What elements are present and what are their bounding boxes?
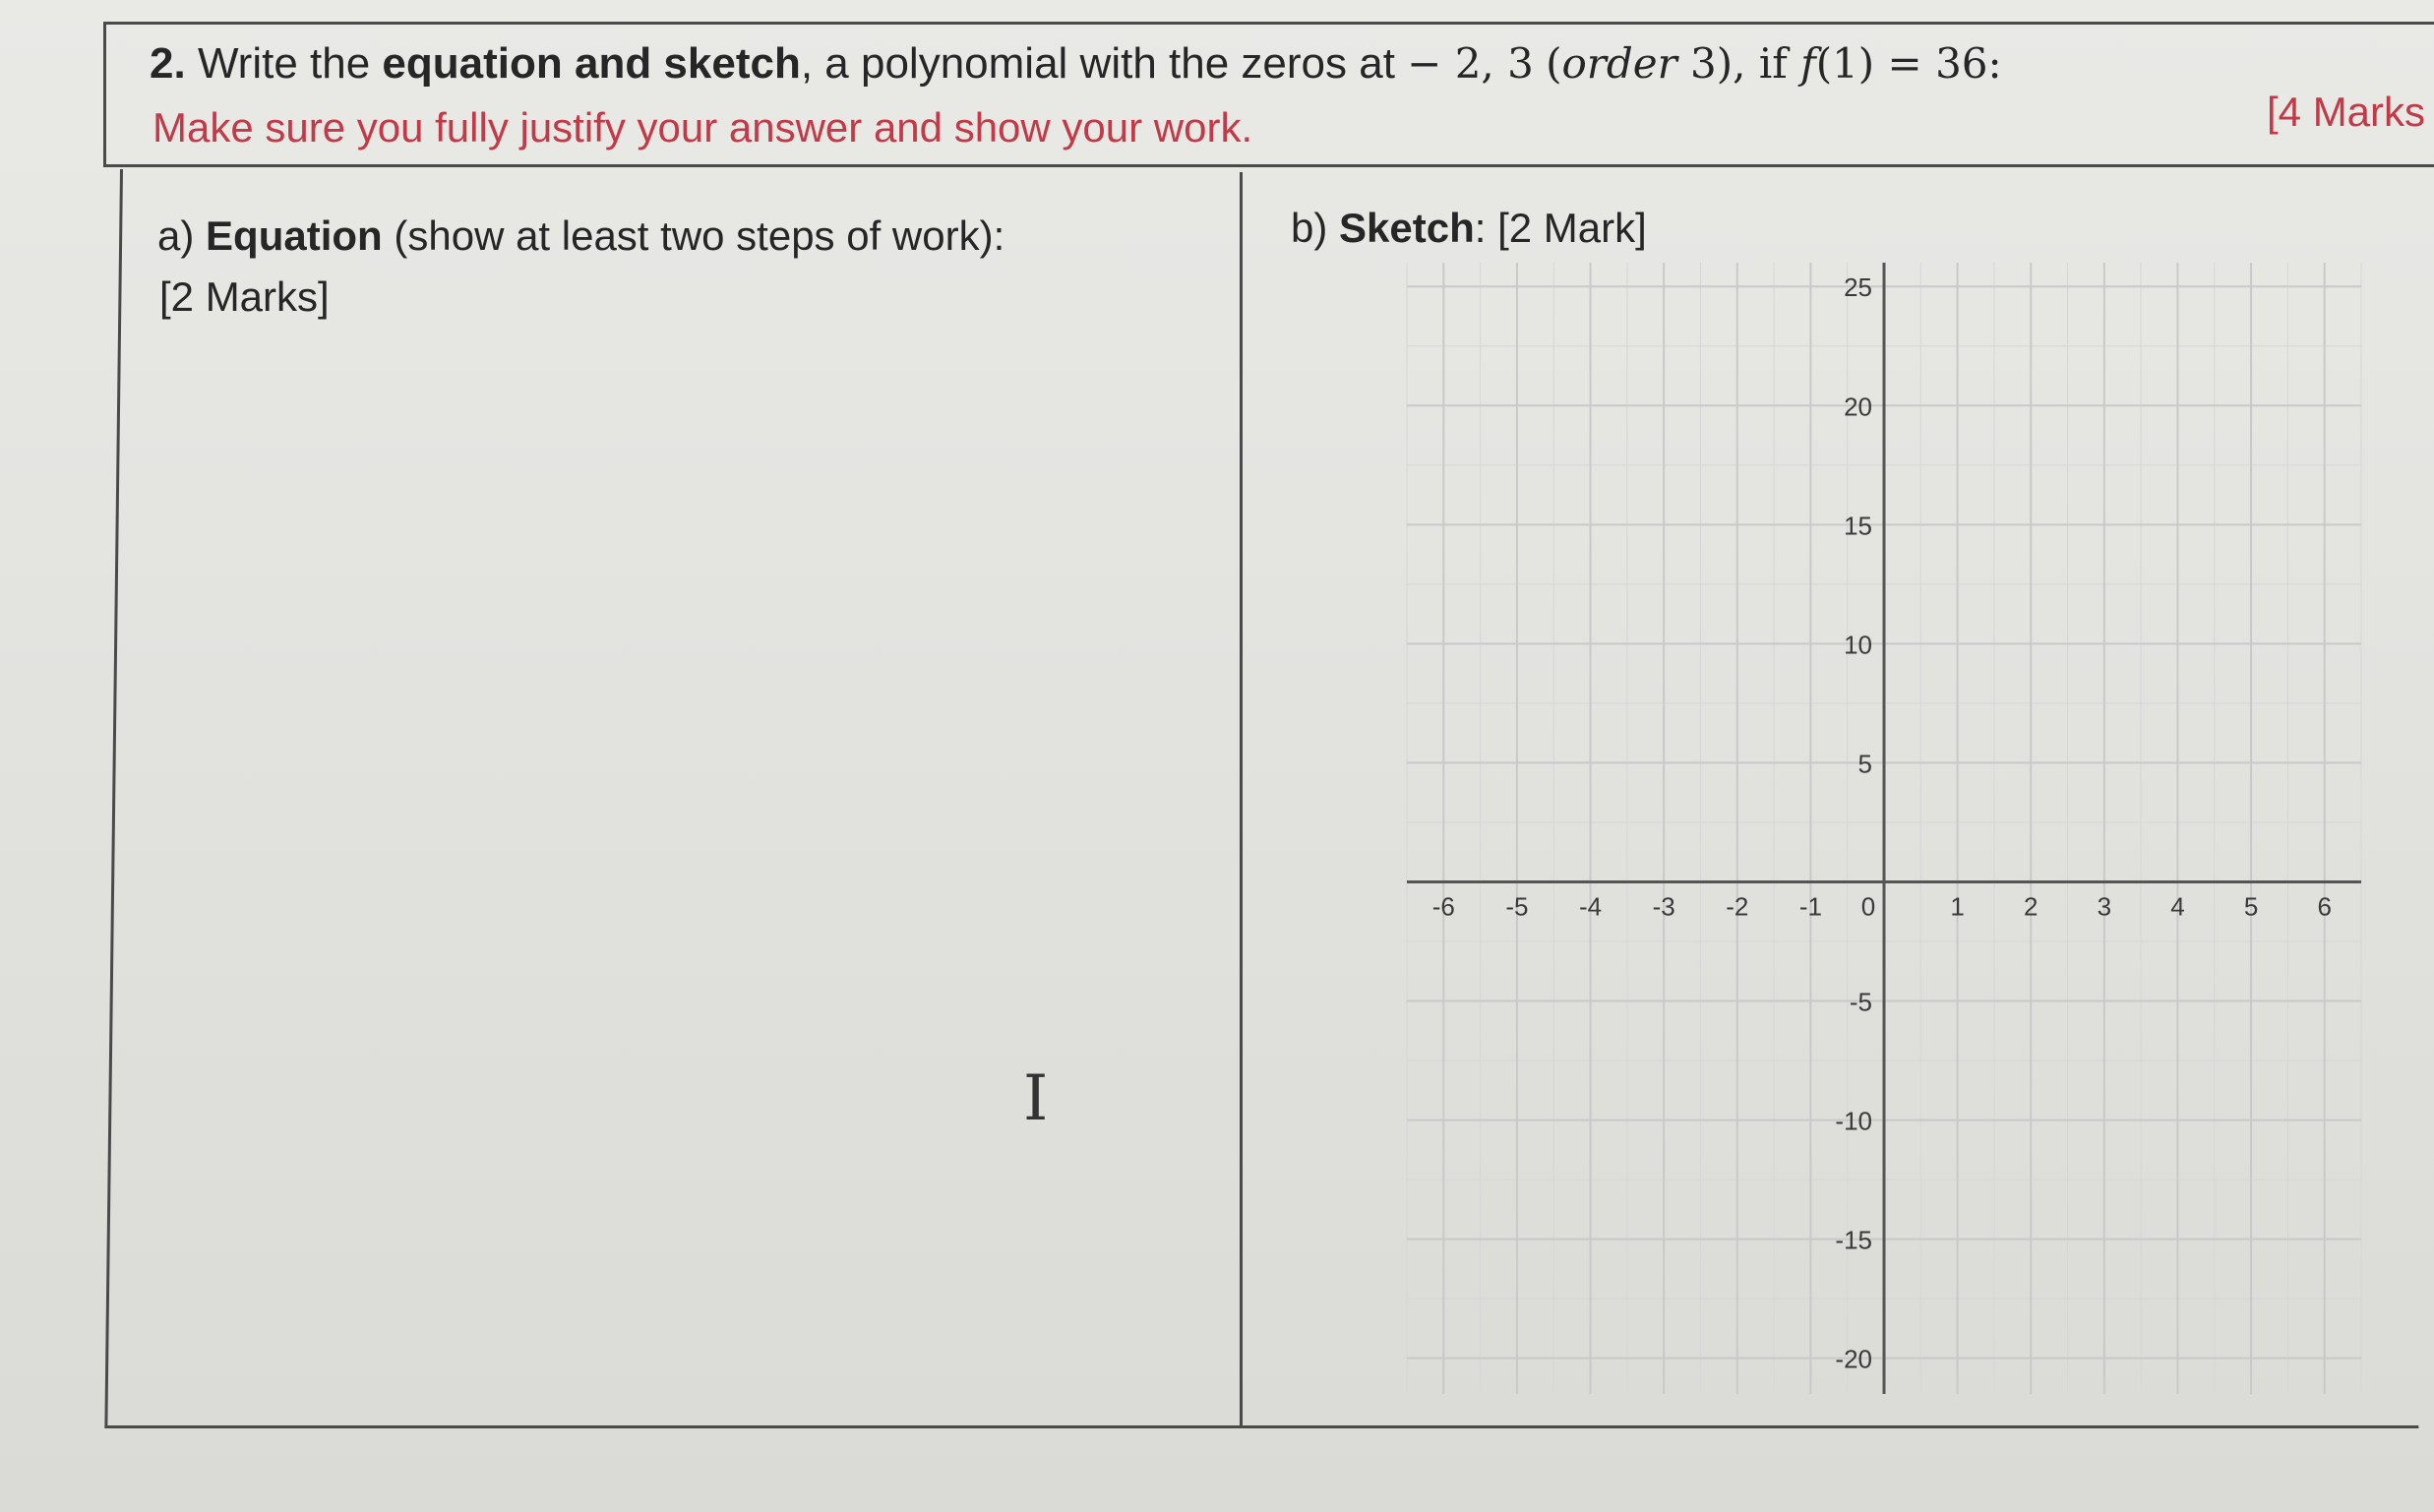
y-tick-label: 15 [1844, 511, 1872, 541]
question-text [150, 39, 2002, 89]
y-tick-label: 25 [1844, 272, 1872, 303]
question-zeros: − 2, 3 [1407, 39, 1534, 88]
sketch-grid[interactable] [1397, 258, 2381, 1399]
y-tick-label: -15 [1835, 1225, 1872, 1255]
part-a-rest: (show at least two steps of work): [394, 212, 1005, 259]
question-order: (order 3), if [1546, 39, 1801, 88]
question-instruction: Make sure you fully justify your answer and show your work. [152, 104, 1253, 151]
x-tick-label: 4 [2170, 891, 2185, 922]
y-tick-label: -5 [1849, 987, 1872, 1017]
question-number: 2. [150, 39, 186, 88]
text-cursor-icon: I [1023, 1062, 1049, 1135]
x-tick-label: -3 [1652, 891, 1675, 922]
x-tick-label: 3 [2097, 891, 2112, 922]
part-a-heading [157, 212, 1004, 260]
part-b-prefix: b) [1291, 205, 1328, 251]
part-b-bold: Sketch [1339, 205, 1475, 251]
x-tick-label: 5 [2243, 891, 2259, 922]
x-tick-label: -4 [1578, 891, 1603, 922]
x-tick-label: -2 [1726, 891, 1749, 922]
part-b-heading [1291, 205, 1647, 252]
part-a-prefix: a) [157, 212, 195, 259]
y-tick-label: 10 [1844, 630, 1872, 660]
x-tick-label: -1 [1798, 891, 1822, 922]
question-bold: equation and sketch [382, 39, 801, 88]
x-tick-label: -5 [1505, 891, 1529, 922]
y-tick-label: -10 [1835, 1106, 1872, 1136]
question-condition: f(1) = 36: [1800, 39, 2002, 88]
y-tick-label: -20 [1835, 1344, 1872, 1374]
part-b-rest: : [2 Mark] [1474, 205, 1647, 251]
y-tick-label: 20 [1844, 392, 1872, 422]
part-a-marks: [2 Marks] [159, 273, 330, 320]
column-divider [1240, 172, 1243, 1426]
x-tick-label: 0 [1860, 891, 1876, 922]
question-pre: Write the [197, 39, 371, 88]
question-total-marks: [4 Marks [2267, 89, 2426, 135]
y-tick-label: 5 [1857, 749, 1872, 779]
question-mid: , a polynomial with the zeros at [800, 39, 1395, 88]
x-tick-label: 1 [1950, 891, 1965, 922]
part-a-bold: Equation [206, 212, 383, 259]
x-tick-label: -6 [1431, 891, 1455, 922]
x-tick-label: 2 [2023, 891, 2038, 922]
x-tick-label: 6 [2317, 891, 2332, 922]
